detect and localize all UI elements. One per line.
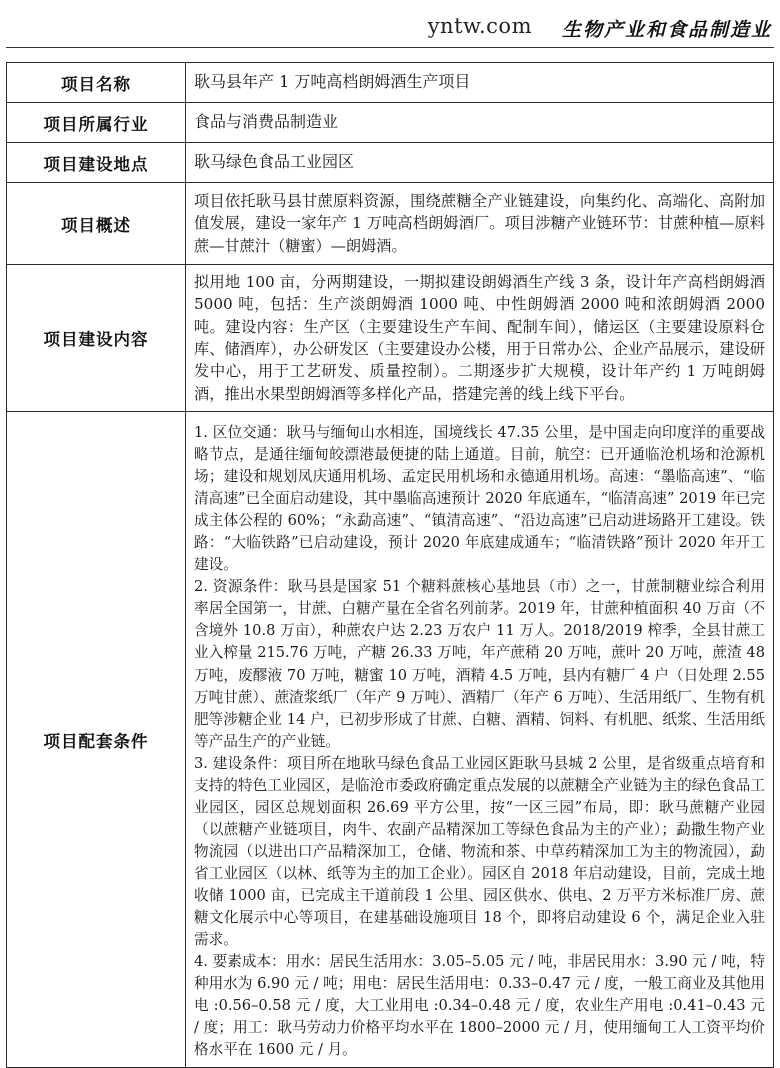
page-header (0, 0, 780, 50)
site-url: yntw.com (427, 14, 532, 38)
project-info-table (6, 62, 774, 1068)
overview-value: 项目依托耿马县甘蔗原料资源，围绕蔗糖全产业链建设，向集约化、高端化、高附加值发展，建设一家年产 1 万吨高档朗姆酒厂。项目涉糖产业链环节：甘蔗种植—原料蔗—甘蔗汁（糖蜜）—朗姆酒。 (186, 183, 774, 265)
table-row (7, 412, 774, 1068)
row-label: 项目所属行业 (7, 103, 186, 143)
industry-value: 食品与消费品制造业 (186, 103, 774, 143)
project-name-value: 耿马县年产 1 万吨高档朗姆酒生产项目 (186, 63, 774, 103)
costs-paragraph: 4. 要素成本：用水：居民生活用水：3.05–5.05 元 / 吨，非居民用水：3.90 元 / 吨，特种用水为 6.90 元 / 吨；用电：居民生活用电：0.33–0.47 元 / 度，一般工商业及其他用电 :0.56–0.58 元 / 度，大工业用电 :0.34–0.48 元 / 度，农业生产用电 :0.41–0.43 元 / 度；用工：耿马劳动力价格平均水平在 1800–2000 元 / 月，使用缅甸工人工资平均价格水平在 1600 元 / 月。 (194, 953, 765, 1059)
row-label: 项目名称 (7, 63, 186, 103)
construction-content-value: 拟用地 100 亩，分两期建设，一期拟建设朗姆酒生产线 3 条，设计年产高档朗姆酒 5000 吨，包括：生产淡朗姆酒 1000 吨、中性朗姆酒 2000 吨和浓朗姆酒 2000 吨。建设内容：生产区（主要建设生产车间、配制车间），储运区（主要建设原料仓库、储酒库），办公研发区（主要建设办公楼，用于日常办公、企业产品展示，建设研发中心，用于工艺研发、质量控制）。二期逐步扩大规模，设计年产约 1 万吨朗姆酒，推出水果型朗姆酒等多样化产品，搭建完善的线上线下平台。 (186, 265, 774, 412)
table-row (7, 265, 774, 412)
transport-paragraph: 1. 区位交通：耿马与缅甸山水相连，国境线长 47.35 公里，是中国走向印度洋的重要战略节点，是通往缅甸皎漂港最便捷的陆上通道。目前，航空：已开通临沧机场和沧源机场；建设和规划凤庆通用机场、孟定民用机场和永德通用机场。高速：“墨临高速”、“临清高速”已全面启动建设，其中墨临高速预计 2020 年底通车，“临清高速” 2019 年已完成主体公程的 60%；“永勐高速”、“镇清高速”、“沿边高速”已启动进场路开工建设。铁路：“大临铁路”已启动建设，预计 2020 年底建成通车；“临清铁路”预计 2020 年开工建设。 (194, 424, 765, 574)
resources-paragraph: 2. 资源条件：耿马县是国家 51 个糖料蔗核心基地县（市）之一，甘蔗制糖业综合利用率居全国第一，甘蔗、白糖产量在全省名列前茅。2019 年，甘蔗种植面积 40 万亩（不含境外 10.8 万亩），种蔗农户达 2.23 万农户 11 万人。2018/2019 榨季，全县甘蔗工业入榨量 215.76 万吨，产糖 26.33 万吨，年产蔗稍 20 万吨，蔗叶 20 万吨，蔗渣 48 万吨，废醪液 70 万吨，糖蜜 10 万吨，酒精 4.5 万吨，县内有糖厂 4 户（日处理 2.55 万吨甘蔗）、蔗渣浆纸厂（年产 9 万吨）、酒精厂（年产 6 万吨）、生活用纸厂、生物有机肥等涉糖企业 14 户，已初步形成了甘蔗、白糖、酒精、饲料、有机肥、纸浆、生活用纸等产品生产的产业链。 (194, 578, 765, 750)
table-row (7, 183, 774, 265)
location-value: 耿马绿色食品工业园区 (186, 143, 774, 183)
table-row (7, 143, 774, 183)
construction-paragraph: 3. 建设条件：项目所在地耿马绿色食品工业园区距耿马县城 2 公里，是省级重点培育和支持的特色工业园区，是临沧市委政府确定重点发展的以蔗糖全产业链为主的绿色食品工业园区，园区总规划面积 26.69 平方公里，按“一区三园”布局，即：耿马蔗糖产业园（以蔗糖产业链项目，肉牛、农副产品精深加工等绿色食品为主的产业）；勐撒生物产业物流园（以进出口产品精深加工，仓储、物流和茶、中草药精深加工为主的物流园），勐省工业园区（以林、纸等为主的加工企业）。园区自 2018 年启动建设，目前，完成土地收储 1000 亩，已完成主干道前段 1 公里、园区供水、供电、2 万平方米标准厂房、蔗糖文化展示中心等项目，在建基础设施项目 18 个，即将启动建设 6 个，满足企业入驻需求。 (194, 754, 765, 949)
section-title: 生物产业和食品制造业 (561, 19, 772, 41)
row-label: 项目建设地点 (7, 143, 186, 183)
table-row (7, 103, 774, 143)
row-label: 项目建设内容 (7, 265, 186, 412)
supporting-conditions-value (186, 412, 774, 1068)
table-row (7, 63, 774, 103)
row-label: 项目概述 (7, 183, 186, 265)
row-label: 项目配套条件 (7, 412, 186, 1068)
header-divider (6, 47, 774, 48)
